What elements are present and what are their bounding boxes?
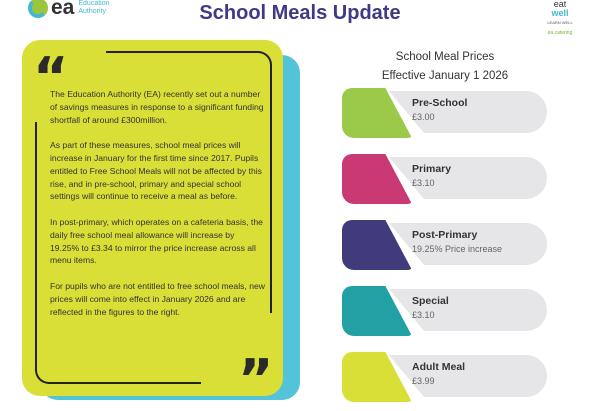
price-value: 19.25% Price increase: [412, 244, 503, 254]
info-text: [50, 88, 265, 331]
logo-line2: well: [551, 8, 569, 18]
price-value: £3.10: [412, 178, 435, 188]
logo-name: ea catering: [547, 30, 573, 36]
paragraph: In post-primary, which operates on a cafeteria basis, the daily free school meal allowance will increase by 19.25% to £3.34 to mirror the price increase across all menu items.: [50, 216, 263, 266]
logo-text: ea: [51, 0, 75, 19]
prices-subtitle: Effective January 1 2026: [381, 70, 509, 82]
paragraph: For pupils who are not entitled to free school meals, new prices will come into effect in January 2026 and are reflected in the figures to the right.: [50, 280, 265, 317]
price-card-primary: [342, 154, 547, 204]
close-quote-icon: ”: [238, 348, 274, 411]
logo-subtitle: Education Authority: [78, 0, 110, 15]
logo-line1: eat: [553, 0, 567, 9]
price-label: Adult Meal: [412, 361, 466, 373]
price-label: Special: [412, 295, 449, 307]
price-label: Post-Primary: [412, 229, 478, 241]
eat-well-logo: [535, 0, 585, 38]
open-quote-icon: “: [33, 46, 69, 109]
prices-title: School Meal Prices: [395, 51, 495, 63]
price-value: £3.10: [412, 310, 435, 320]
paragraph: As part of these measures, school meal prices will increase in January for the first time since 2017. Pupils entitled to Free School Meals will not be affected by this rise, and in pre-school, primary and special school settings will continue to receive a meal as before.: [50, 140, 262, 202]
price-value: £3.00: [412, 112, 435, 122]
prices-heading: [345, 48, 545, 86]
price-card-adult-meal: [342, 352, 547, 402]
price-label: Primary: [412, 163, 452, 175]
page-title: School Meals Update: [199, 2, 401, 24]
price-label: Pre-School: [412, 97, 468, 109]
logo-tagline: LEARN WELL: [547, 20, 573, 25]
price-value: £3.99: [412, 376, 435, 386]
price-card-special: [342, 286, 547, 336]
paragraph: The Education Authority (EA) recently set out a number of savings measures in response to a significant funding shortfall of around £300million.: [50, 89, 264, 125]
price-card-pre-school: [342, 88, 547, 138]
price-card-post-primary: [342, 220, 547, 270]
